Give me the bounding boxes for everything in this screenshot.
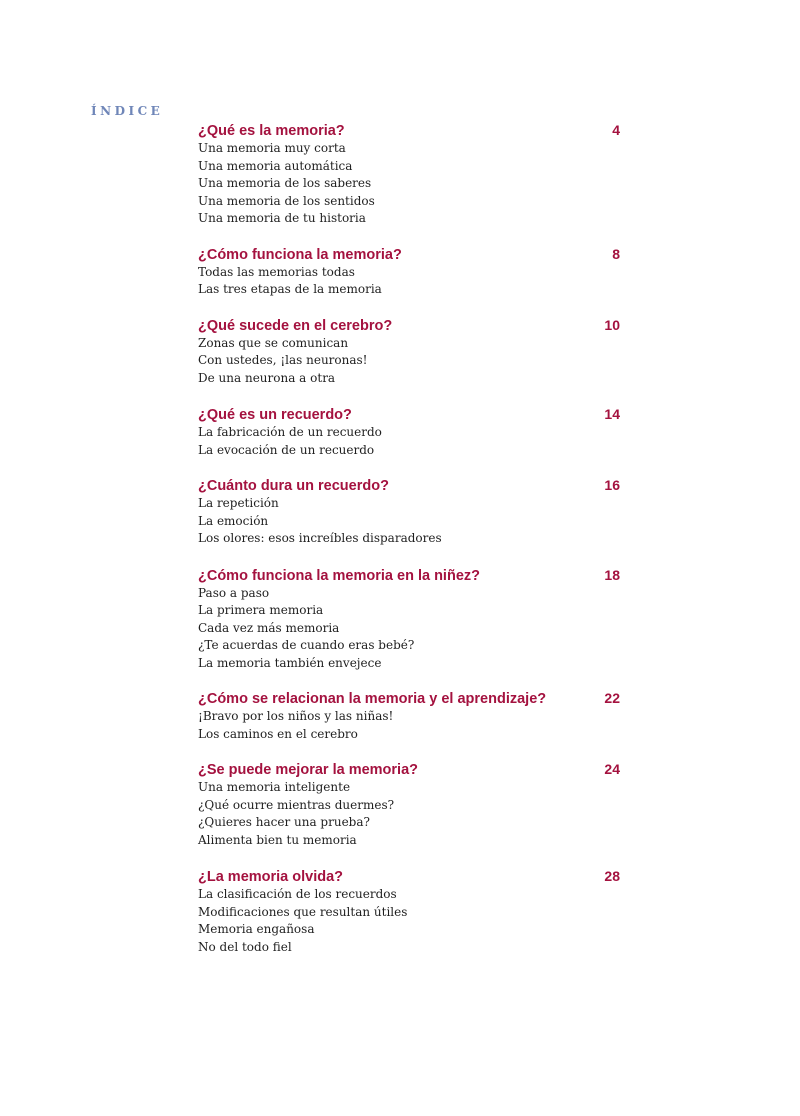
- toc-subitem[interactable]: La evocación de un recuerdo: [198, 442, 375, 457]
- table-of-contents: [198, 104, 620, 956]
- section-page-number: 4: [612, 122, 620, 138]
- section-page-number: 28: [604, 868, 620, 884]
- toc-subitem[interactable]: Alimenta bien tu memoria: [198, 832, 357, 847]
- toc-subitem[interactable]: Todas las memorias todas: [198, 264, 355, 279]
- toc-section-heading[interactable]: [198, 405, 620, 424]
- toc-subitem[interactable]: No del todo fiel: [198, 939, 292, 954]
- toc-section: [198, 316, 620, 388]
- section-page-number: 14: [604, 406, 620, 422]
- toc-section-heading[interactable]: [198, 760, 620, 779]
- toc-section: [198, 689, 620, 743]
- section-title: ¿Qué es un recuerdo?: [198, 407, 352, 423]
- toc-subitem[interactable]: La fabricación de un recuerdo: [198, 425, 382, 439]
- section-title: ¿Se puede mejorar la memoria?: [198, 762, 418, 778]
- toc-section: [198, 405, 620, 459]
- toc-subitem[interactable]: Una memoria de tu historia: [198, 211, 366, 225]
- toc-subitem[interactable]: Una memoria automática: [198, 158, 353, 173]
- toc-subitem[interactable]: ¿Qué ocurre mientras duermes?: [198, 797, 395, 812]
- toc-subitem[interactable]: Memoria engañosa: [198, 922, 315, 936]
- toc-subitem[interactable]: ¡Bravo por los niños y las niñas!: [198, 709, 394, 723]
- toc-subitem[interactable]: Paso a paso: [198, 585, 270, 600]
- toc-section-heading[interactable]: [198, 245, 620, 264]
- toc-subitem[interactable]: Una memoria inteligente: [198, 780, 351, 794]
- toc-subitem[interactable]: Con ustedes, ¡las neuronas!: [198, 353, 368, 367]
- toc-section: [198, 566, 620, 673]
- section-title: ¿Cómo funciona la memoria?: [198, 246, 402, 263]
- section-title: ¿Cómo funciona la memoria en la niñez?: [198, 567, 480, 584]
- section-title: ¿Qué sucede en el cerebro?: [198, 317, 393, 334]
- toc-section: [198, 121, 620, 228]
- toc-subitem[interactable]: Modificaciones que resultan útiles: [198, 904, 408, 919]
- toc-subitem[interactable]: Una memoria muy corta: [198, 141, 346, 155]
- toc-section: [198, 867, 620, 956]
- section-title: ¿La memoria olvida?: [198, 869, 344, 885]
- section-title: ¿Cómo se relacionan la memoria y el aprendizaje?: [198, 691, 547, 707]
- section-title: ¿Cuánto dura un recuerdo?: [198, 478, 389, 494]
- toc-subitem[interactable]: ¿Te acuerdas de cuando eras bebé?: [198, 638, 415, 652]
- toc-section-heading[interactable]: [198, 121, 620, 140]
- toc-subitem[interactable]: Los caminos en el cerebro: [198, 726, 358, 741]
- toc-subitem[interactable]: La memoria también envejece: [198, 655, 382, 670]
- toc-subitem[interactable]: Los olores: esos increíbles disparadores: [198, 531, 442, 545]
- toc-subitem[interactable]: De una neurona a otra: [198, 370, 336, 385]
- toc-subitem[interactable]: ¿Quieres hacer una prueba?: [198, 815, 370, 829]
- toc-subitem[interactable]: La primera memoria: [198, 603, 324, 617]
- toc-subitem[interactable]: La clasificación de los recuerdos: [198, 887, 397, 901]
- toc-subitem[interactable]: Una memoria de los sentidos: [198, 193, 375, 208]
- section-page-number: 18: [604, 566, 620, 583]
- toc-section: [198, 476, 620, 548]
- section-page-number: 22: [604, 690, 620, 706]
- section-page-number: 16: [604, 477, 620, 493]
- toc-section-heading[interactable]: [198, 476, 620, 495]
- toc-subitem[interactable]: Una memoria de los saberes: [198, 176, 372, 190]
- section-page-number: 8: [612, 245, 620, 262]
- section-page-number: 24: [604, 761, 620, 777]
- section-title: ¿Qué es la memoria?: [198, 123, 345, 139]
- toc-subitem[interactable]: La emoción: [198, 513, 269, 528]
- toc-subitem[interactable]: Cada vez más memoria: [198, 620, 340, 635]
- toc-section: [198, 760, 620, 849]
- section-page-number: 10: [604, 316, 620, 333]
- toc-subitem[interactable]: La repetición: [198, 496, 279, 510]
- toc-section-heading[interactable]: [198, 566, 620, 585]
- toc-section-heading[interactable]: [198, 689, 620, 708]
- toc-section-heading[interactable]: [198, 316, 620, 335]
- index-heading: ÍNDICE: [91, 104, 164, 118]
- toc-subitem[interactable]: Las tres etapas de la memoria: [198, 282, 382, 296]
- toc-section: [198, 245, 620, 299]
- toc-subitem[interactable]: Zonas que se comunican: [198, 335, 349, 350]
- toc-section-heading[interactable]: [198, 867, 620, 886]
